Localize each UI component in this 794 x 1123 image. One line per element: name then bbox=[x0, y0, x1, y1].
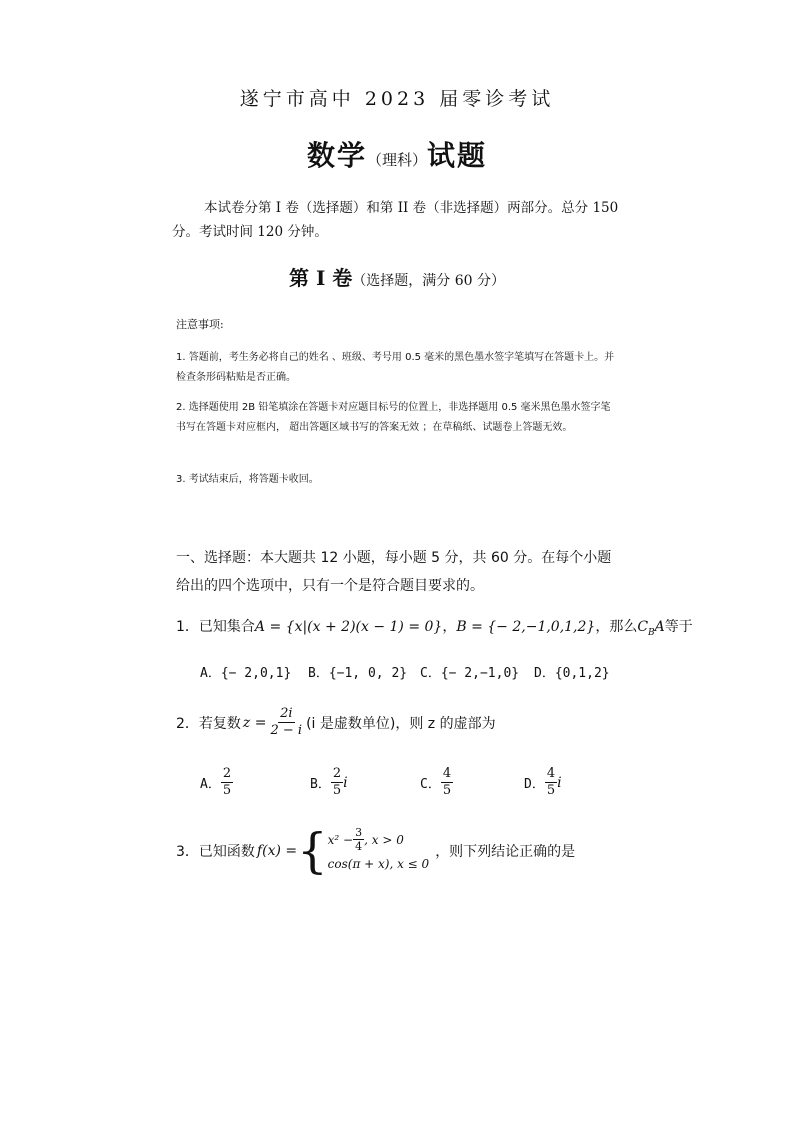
q2-option-c-num: 4 bbox=[442, 766, 452, 781]
q1-suffix: 等于 bbox=[664, 619, 693, 635]
exam-title: 遂宁市高中 2023 届零诊考试 bbox=[239, 88, 555, 110]
part-one-heading bbox=[0, 262, 794, 291]
q2-option-c[interactable] bbox=[420, 766, 453, 799]
q1-separator: ， bbox=[442, 619, 457, 635]
q2-option-b-num: 2 bbox=[332, 766, 342, 781]
q1-complement-sub: B bbox=[648, 627, 655, 638]
q2-prefix: 2．若复数 bbox=[176, 715, 241, 732]
q1-option-a[interactable]: A．{− 2,0,1} bbox=[200, 666, 292, 681]
q3-case1-expr: x² − bbox=[327, 832, 354, 847]
q3-brace: { bbox=[297, 822, 328, 879]
q3-lhs: f(x) = bbox=[256, 842, 298, 859]
q2-option-a-den: 5 bbox=[222, 783, 232, 798]
q3-case1-fraction bbox=[353, 826, 364, 853]
q1-complement: C bbox=[637, 619, 649, 635]
q2-option-c-label: C． bbox=[420, 777, 441, 792]
question-3 bbox=[176, 822, 576, 879]
part-one-label: 第 Ⅰ 卷 bbox=[289, 266, 353, 290]
exam-subtitle bbox=[0, 134, 794, 174]
q1-option-c[interactable]: C．{− 2,−1,0} bbox=[420, 666, 520, 681]
q2-option-a-num: 2 bbox=[222, 766, 232, 781]
q2-option-b-label: B． bbox=[310, 777, 331, 792]
q3-case1-num: 3 bbox=[355, 826, 363, 839]
q1-complement-set: A bbox=[654, 619, 665, 635]
q2-fraction bbox=[268, 706, 304, 739]
q2-option-b[interactable] bbox=[310, 766, 348, 799]
q2-fraction-numerator: 2i bbox=[280, 706, 293, 721]
q3-case-1 bbox=[328, 826, 430, 853]
q2-option-c-den: 5 bbox=[442, 783, 452, 798]
note-item-1: 1. 答题前，考生务必将自己的姓名 、班级、考号用 0.5 毫米的黑色墨水签字笔填写在答题卡上。并检查条形码粘贴是否正确。 bbox=[176, 352, 615, 383]
subtitle-subject: 数学 bbox=[306, 139, 367, 172]
q2-option-a-label: A． bbox=[200, 777, 221, 792]
part-one-detail: （选择题，满分 60 分） bbox=[352, 273, 505, 289]
q2-option-d-fraction bbox=[545, 766, 557, 799]
question-1 bbox=[176, 616, 693, 638]
q2-option-c-fraction bbox=[441, 766, 453, 799]
exam-intro: 本试卷分第 I 卷（选择题）和第 II 卷（非选择题）两部分。总分 150 分。考试时间 120 分钟。 bbox=[172, 200, 619, 240]
note-item-2: 2. 选择题使用 2B 铅笔填涂在答题卡对应题目标号的位置上，非选择题用 0.5 毫米黑色墨水签字笔书写在答题卡对应框内， 超出答题区域书写的答案无效 ；在草稿纸、试题卷上答题无效。 bbox=[176, 402, 611, 433]
question-2 bbox=[176, 706, 496, 739]
q2-suffix: (i 是虚数单位)，则 z 的虚部为 bbox=[306, 715, 496, 732]
note-item-3: 3. 考试结束后，将答题卡收回。 bbox=[176, 474, 319, 485]
subtitle-suffix: 试题 bbox=[427, 139, 488, 172]
notes-heading: 注意事项: bbox=[176, 318, 224, 331]
q3-prefix: 3．已知函数 bbox=[176, 843, 255, 860]
q2-option-b-fraction bbox=[331, 766, 343, 799]
q2-option-b-suffix: i bbox=[343, 774, 348, 791]
section-one-instructions: 一、选择题：本大题共 12 小题，每小题 5 分，共 60 分。在每个小题给出的四个选项中，只有一个是符合题目要求的。 bbox=[176, 550, 612, 594]
q2-option-d-suffix: i bbox=[557, 774, 562, 791]
q3-case-2: cos(π + x), x ≤ 0 bbox=[327, 857, 430, 871]
q2-option-d-den: 5 bbox=[546, 783, 556, 798]
q3-case1-den: 4 bbox=[355, 840, 363, 853]
q1-set-a: A = {x|(x + 2)(x − 1) = 0} bbox=[254, 619, 443, 635]
subtitle-track: （理科） bbox=[366, 151, 427, 169]
q3-cases bbox=[328, 826, 430, 875]
q1-set-b: B = {− 2,−1,0,1,2} bbox=[456, 619, 596, 635]
q2-option-a[interactable] bbox=[200, 766, 233, 799]
q2-option-b-den: 5 bbox=[332, 783, 342, 798]
q2-option-d-label: D． bbox=[524, 777, 545, 792]
q2-lhs: z = bbox=[242, 714, 267, 731]
q1-option-d[interactable]: D．{0,1,2} bbox=[534, 666, 610, 681]
q2-option-d[interactable] bbox=[524, 766, 562, 799]
q2-option-a-fraction bbox=[221, 766, 233, 799]
q2-fraction-denominator: 2 − i bbox=[270, 723, 303, 738]
q2-option-d-num: 4 bbox=[546, 766, 556, 781]
q3-suffix: ，则下列结论正确的是 bbox=[435, 843, 576, 860]
q1-prefix: 1．已知集合 bbox=[176, 619, 255, 635]
q3-case1-cond: , x > 0 bbox=[364, 832, 404, 847]
q1-middle: ，那么 bbox=[595, 619, 638, 635]
q1-option-b[interactable]: B．{−1, 0, 2} bbox=[308, 666, 408, 681]
